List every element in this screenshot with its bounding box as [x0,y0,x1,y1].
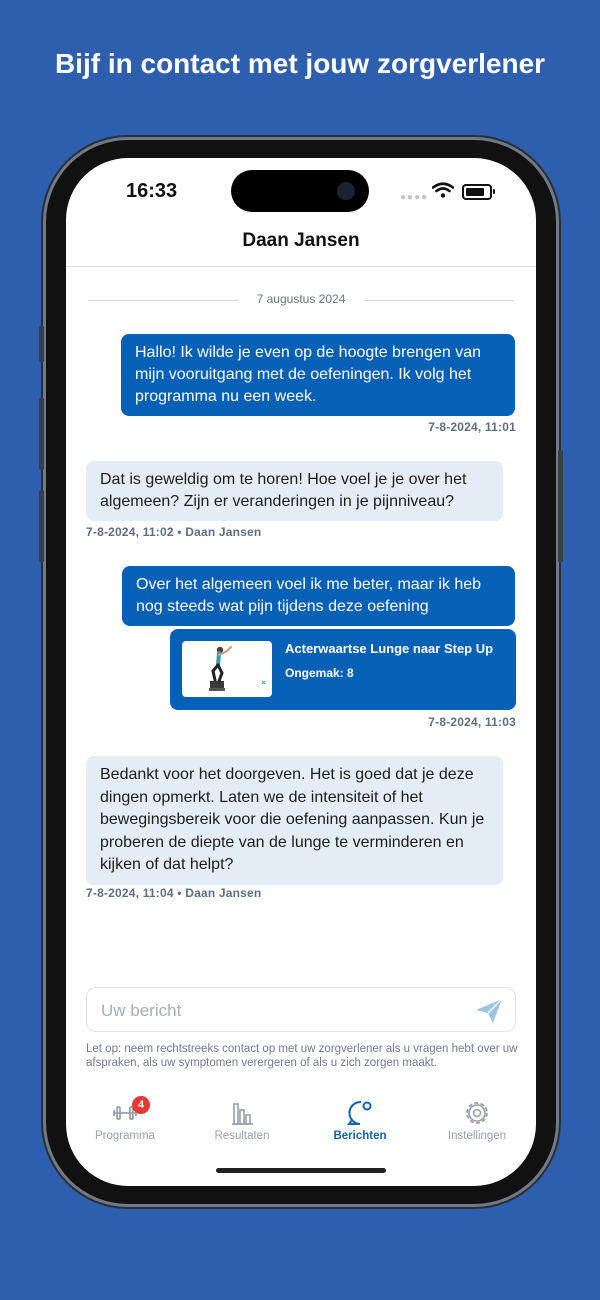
camera-icon [337,182,355,200]
gear-icon [462,1098,492,1128]
home-indicator [216,1168,386,1173]
message-timestamp: 7-8-2024, 11:04 • Daan Jansen [86,886,262,900]
chat-title: Daan Jansen [242,230,360,251]
promo-headline: Bijf in contact met jouw zorgverlener [54,48,546,79]
status-bar [66,158,536,228]
mute-switch [39,326,44,362]
status-time: 16:33 [126,180,178,202]
tab-instellingen[interactable] [418,1090,536,1150]
exercise-thumbnail [182,641,272,697]
exercise-discomfort: Ongemak: 8 [285,666,354,680]
send-icon[interactable] [475,998,503,1024]
header-divider [66,266,536,267]
exercise-attachment-card[interactable] [170,629,516,710]
disclaimer-note: Let op: neem rechtstreeks contact op met uw zorgverlener als u vragen hebt over uw afspraken, als uw symptomen verergeren of als u zich zorgen maakt. [86,1043,518,1069]
signal-icon: ●●●● [400,192,429,203]
message-input[interactable] [99,998,453,1024]
tab-resultaten[interactable] [183,1090,301,1150]
incoming-message: Dat is geweldig om te horen! Hoe voel je je over het algemeen? Zijn er veranderingen in je pijnniveau? [86,461,503,521]
message-timestamp: 7-8-2024, 11:02 • Daan Jansen [86,525,262,539]
volume-down-button [39,490,44,562]
date-separator-line [364,300,514,301]
phone-frame [46,140,556,1204]
outgoing-message: Hallo! Ik wilde je even op de hoogte brengen van mijn vooruitgang met de oefeningen. Ik volg het programma nu een week. [121,334,515,416]
notification-badge: 4 [132,1096,150,1114]
message-timestamp: 7-8-2024, 11:03 [428,715,516,729]
date-separator-label: 7 augustus 2024 [256,292,346,306]
wifi-icon [432,182,454,198]
tab-bar [66,1090,536,1150]
tab-label: Resultaten [214,1130,270,1142]
chat-bubble-icon [345,1098,375,1128]
bar-chart-icon [227,1098,257,1128]
tab-label: Programma [94,1130,156,1142]
date-separator [88,290,514,310]
app-screen [66,158,536,1186]
battery-icon [462,184,492,200]
exercise-title: Acterwaartse Lunge naar Step Up [285,641,494,656]
message-timestamp: 7-8-2024, 11:01 [428,420,516,434]
incoming-message: Bedankt voor het doorgeven. Het is goed dat je deze dingen opmerkt. Laten we de intensiteit of het bewegingsbereik voor die oefening aanpassen. Kun je proberen de diepte van de lunge te verminderen en kijken of dat helpt? [86,756,503,885]
message-composer [86,987,516,1032]
tab-label: Berichten [333,1130,387,1142]
tab-label: Instellingen [447,1130,507,1142]
dynamic-island [231,170,369,212]
power-button [558,450,563,562]
tab-berichten[interactable] [301,1090,419,1150]
tab-programma[interactable] [66,1090,184,1150]
volume-up-button [39,398,44,470]
outgoing-message: Over het algemeen voel ik me beter, maar ik heb nog steeds wat pijn tijdens deze oefening [122,566,515,626]
